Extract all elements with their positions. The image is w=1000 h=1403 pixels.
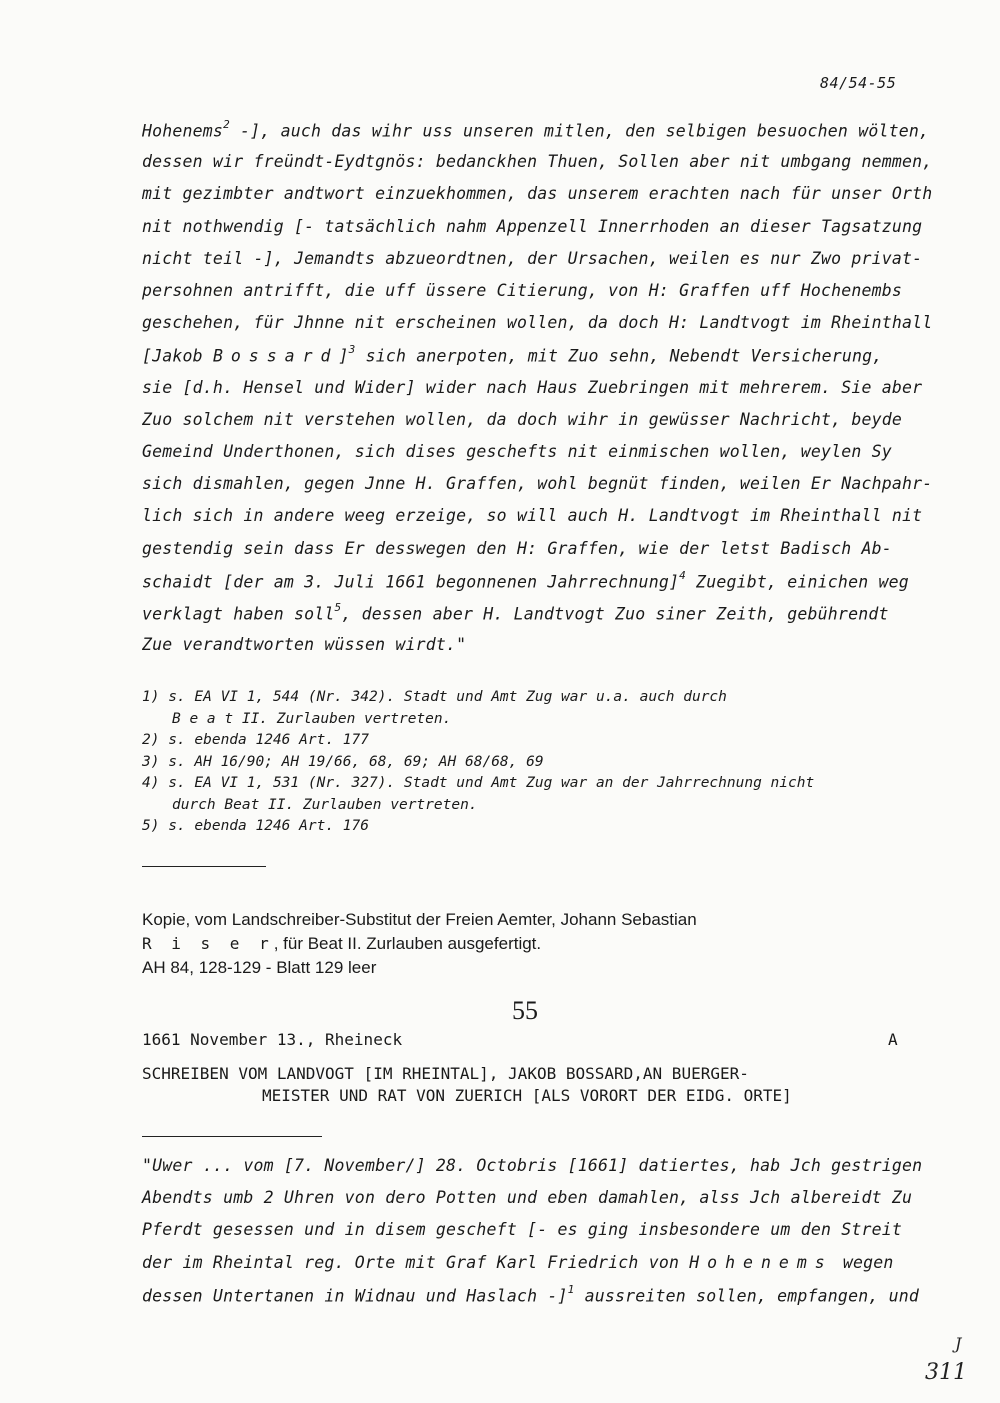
footnote-text: 3) s. AH 16/90; AH 19/66, 68, 69; AH 68/68, 69 (142, 753, 544, 770)
letter-line (142, 1220, 902, 1239)
body-line (142, 313, 932, 332)
body-line (142, 217, 922, 236)
copy-note-name: R i s e r (142, 934, 274, 953)
line-text: dessen wir freündt-Eydtgnös: bedanckhen Thuen, Sollen aber nit umbgang nemmen, (142, 152, 933, 172)
line-text: sich anerpoten, mit Zuo sehn, Nebendt Versicherung, (355, 346, 883, 366)
body-line (142, 568, 909, 592)
body-line (142, 539, 892, 558)
letter-line (142, 1188, 912, 1207)
handwritten-mark: J (955, 1334, 962, 1353)
footnote (142, 775, 814, 791)
line-text: persohnen antrifft, die uff üssere Citierung, von H: Graffen uff Hochenembs (142, 281, 903, 300)
line-text: Gemeind Underthonen, sich dises geschefts nit einmischen wollen, weylen Sy (142, 442, 892, 461)
line-text: sie [d.h. Hensel und Wider] wider nach Haus Zuebringen mit mehrerem. Sie aber (142, 377, 923, 397)
footnote (142, 711, 451, 727)
footnote-text: 4) s. EA VI 1, 531 (Nr. 327). Stadt und Amt Zug war an der Jahrrechnung nicht (142, 775, 815, 791)
date-place: 1661 November 13., Rheineck (142, 1030, 403, 1049)
line-text: Hohenems (142, 121, 224, 141)
line-text: ] (338, 346, 349, 366)
footnote-ref: 5 (334, 601, 342, 614)
body-line (142, 120, 929, 141)
footnote-ref: 3 (348, 343, 356, 357)
document-number: 55 (512, 996, 538, 1025)
line-text: nicht teil -], Jemandts abzueordtnen, der Ursachen, weilen es nur Zwo privat- (142, 248, 923, 268)
classification-letter: A (888, 1030, 898, 1049)
letter-line (142, 1253, 894, 1272)
footnote-text: 1) s. EA VI 1, 544 (Nr. 342). Stadt und Amt Zug war u.a. auch durch (142, 689, 727, 705)
footnote (142, 689, 727, 705)
body-line (142, 603, 889, 624)
footnote-spaced-name: B e a t (172, 710, 234, 727)
footnote-ref: 4 (679, 568, 686, 582)
footnote-text: B e a t II. Zurlauben vertreten. (172, 710, 452, 727)
line-text: verklagt haben soll (142, 604, 335, 624)
body-line (142, 378, 922, 397)
line-text: Pferdt gesessen und in disem gescheft [- es ging insbesondere um den Streit (142, 1220, 903, 1240)
body-line (142, 249, 922, 268)
document-heading-line-1: SCHREIBEN VOM LANDVOGT [IM RHEINTAL], JAKOB BOSSARD,AN BUERGER- (142, 1064, 749, 1083)
letter-line (142, 1156, 922, 1175)
line-text: -], auch das wihr uss unseren mitlen, den selbigen besuochen wölten, (229, 121, 930, 141)
line-text: lich sich in andere weeg erzeige, so will auch H. Landtvogt im Rheinthall nit (142, 506, 923, 526)
footnote-text: 5) s. ebenda 1246 Art. 176 (142, 818, 369, 834)
handwritten-folio-number (925, 1334, 967, 1385)
line-text: nit nothwendig [- tatsächlich nahm Appenzell Innerrhoden an dieser Tagsatzung (142, 216, 923, 236)
body-line (142, 152, 932, 171)
footnote-divider (142, 866, 266, 867)
footnote-ref: 2 (223, 118, 230, 131)
footnote-text: durch Beat II. Zurlauben vertreten. (172, 796, 478, 813)
body-line (142, 345, 882, 366)
page-number: 84/54-55 (820, 74, 897, 92)
line-text: , dessen aber H. Landtvogt Zuo siner Zeith, gebührendt (341, 604, 889, 624)
line-text: aussreiten sollen, empfangen, und (574, 1286, 920, 1306)
line-text: schaidt [der am 3. Juli 1661 begonnenen Jahrrechnung] (142, 572, 680, 592)
line-text: dessen Untertanen in Widnau und Haslach -] (142, 1286, 568, 1306)
line-text: Zue verandtworten wüssen wirdt." (142, 635, 467, 655)
line-text: der im Rheintal reg. Orte mit Graf Karl Friedrich von (142, 1252, 690, 1272)
footnote (142, 797, 478, 813)
handwritten-folio: 311 (925, 1360, 967, 1385)
body-line (142, 506, 922, 525)
letter-line (142, 1282, 920, 1306)
body-line (142, 635, 466, 654)
line-text: "Uwer ... vom [7. November/] 28. Octobris [1661] datiertes, hab Jch gestrigen (142, 1156, 923, 1175)
line-text: wegen (832, 1252, 894, 1272)
body-line (142, 442, 892, 461)
spaced-name: Hohenems (689, 1252, 833, 1272)
body-line (142, 184, 932, 203)
body-line (142, 474, 932, 493)
body-line (142, 410, 902, 429)
footnote-ref: 1 (567, 1282, 575, 1296)
heading-divider (142, 1136, 322, 1137)
spaced-name: Bossard (212, 346, 339, 366)
line-text: mit gezimbter andtwort einzuekhommen, das unserem erachten nach für unser Orth (142, 184, 933, 204)
line-text: Zuo solchem nit verstehen wollen, da doch wihr in gewüsser Nachricht, beyde (142, 409, 903, 429)
copy-note-line-2-rest: , für Beat II. Zurlauben ausgefertigt. (273, 934, 542, 953)
footnote (142, 818, 369, 834)
line-text: Abendts umb 2 Uhren von dero Potten und eben damahlen, alss Jch albereidt Zu (142, 1188, 913, 1208)
line-text: Zuegibt, einichen weg (685, 572, 909, 592)
line-text: geschehen, für Jhnne nit erscheinen wollen, da doch H: Landtvogt im Rheinthall (142, 313, 933, 333)
footnote (142, 732, 369, 748)
document-heading-line-2: MEISTER UND RAT VON ZUERICH [ALS VORORT DER EIDG. ORTE] (262, 1086, 792, 1105)
footnote-text: 2) s. ebenda 1246 Art. 177 (142, 732, 369, 748)
line-text: [Jakob (142, 346, 213, 366)
copy-note-line-2 (142, 934, 541, 954)
line-text: sich dismahlen, gegen Jnne H. Graffen, wohl begnüt finden, weilen Er Nachpahr- (142, 474, 933, 494)
body-line (142, 281, 902, 300)
copy-note-line-3: AH 84, 128-129 - Blatt 129 leer (142, 958, 377, 977)
copy-note-line-1: Kopie, vom Landschreiber-Substitut der Freien Aemter, Johann Sebastian (142, 910, 697, 929)
line-text: gestendig sein dass Er desswegen den H: Graffen, wie der letst Badisch Ab- (142, 538, 892, 558)
footnote (142, 754, 544, 770)
